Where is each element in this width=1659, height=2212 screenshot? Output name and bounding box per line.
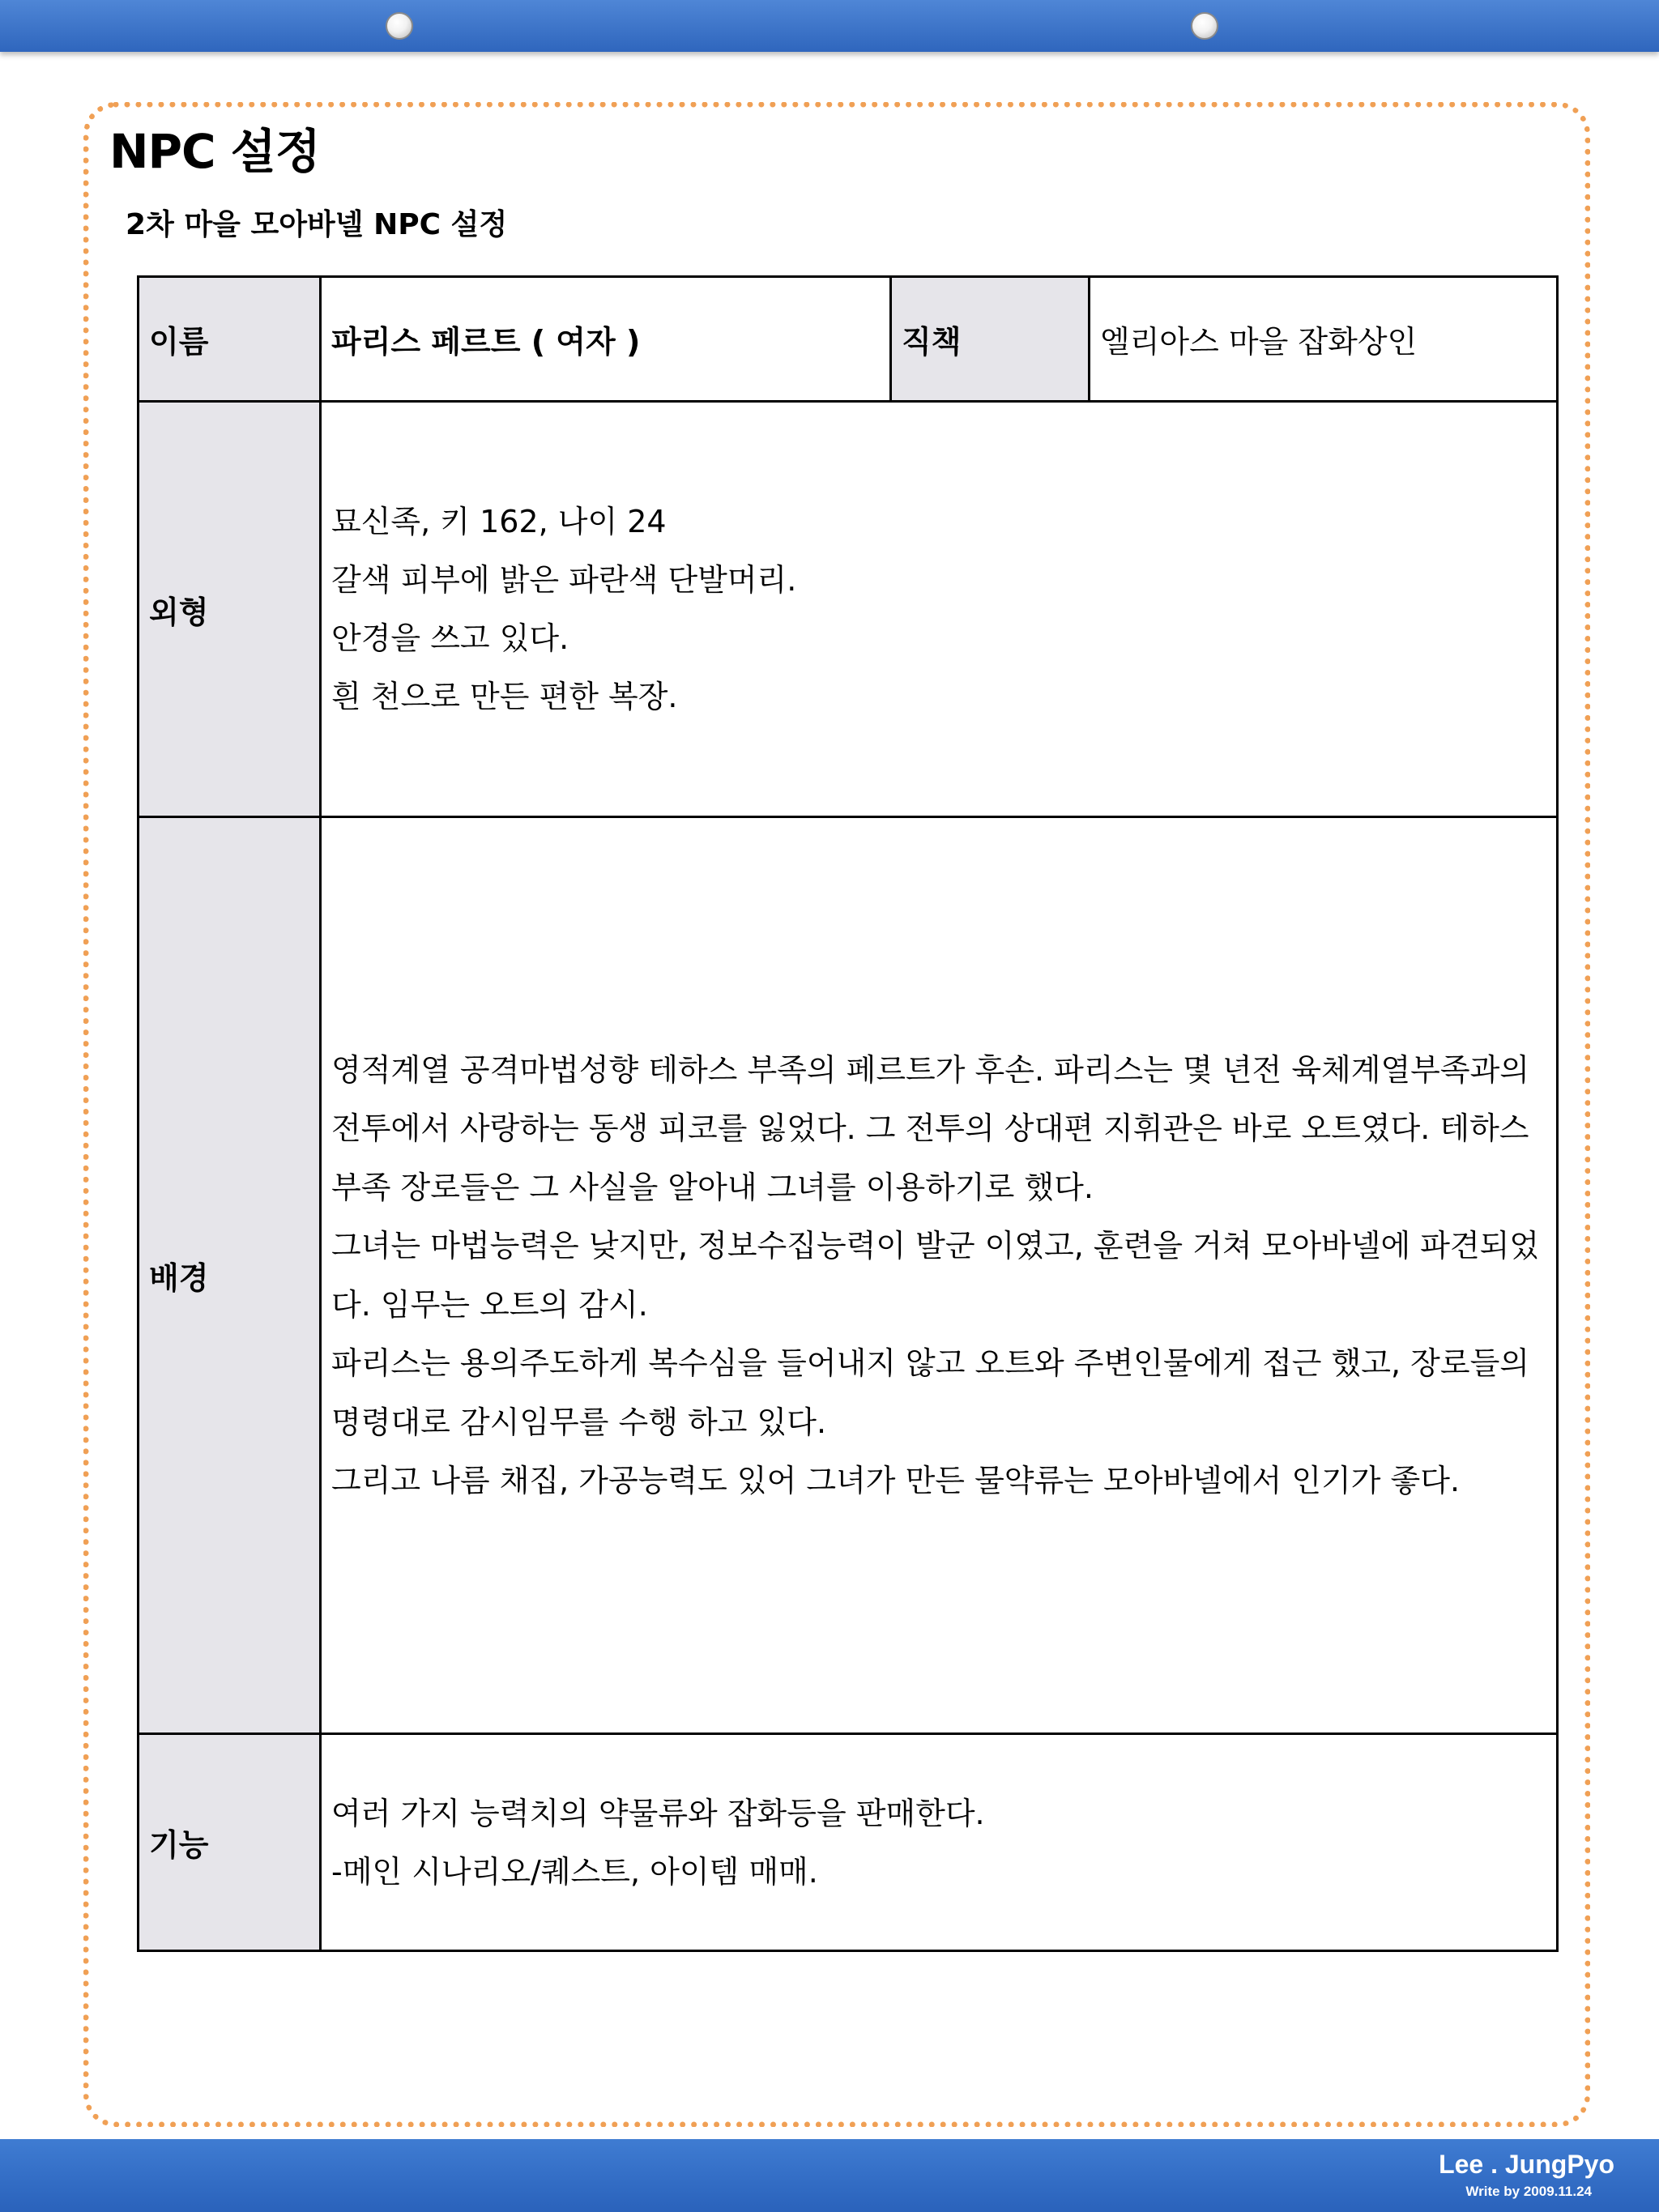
footer-bar [0, 2139, 1659, 2212]
appearance-line: 안경을 쓰고 있다. [331, 620, 569, 656]
appearance-line: 묘신족, 키 162, 나이 24 [331, 504, 667, 539]
top-header-bar [0, 0, 1659, 52]
role-label: 직책 [891, 277, 1090, 402]
table-row-appearance [139, 402, 1558, 817]
function-label: 기능 [139, 1734, 321, 1951]
appearance-line: 갈색 피부에 밝은 파란색 단발머리. [331, 562, 797, 598]
write-date: Write by 2009.11.24 [1465, 2184, 1592, 2199]
background-content [321, 817, 1558, 1734]
background-paragraph: 그녀는 마법능력은 낮지만, 정보수집능력이 발군 이였고, 훈련을 거쳐 모아바넬에 파견되었다. 임무는 오트의 감시. [331, 1228, 1540, 1323]
background-paragraph: 영적계열 공격마법성향 테하스 부족의 페르트가 후손. 파리스는 몇 년전 육체계열부족과의 전투에서 사랑하는 동생 피코를 잃었다. 그 전투의 상대편 지휘관은 바로 오트였다. 테하스 부족 장로들은 그 사실을 알아내 그녀를 이용하기로 했다. [331, 1051, 1529, 1205]
appearance-label: 외형 [139, 402, 321, 817]
function-line: 여러 가지 능력치의 약물류와 잡화등을 판매한다. [331, 1795, 985, 1831]
background-paragraph: 그리고 나름 채집, 가공능력도 있어 그녀가 만든 물약류는 모아바넬에서 인기가 좋다. [331, 1463, 1461, 1498]
page-title: NPC 설정 [109, 124, 320, 179]
function-content [321, 1734, 1558, 1951]
name-label: 이름 [139, 277, 321, 402]
page-subtitle: 2차 마을 모아바넬 NPC 설정 [126, 208, 508, 241]
npc-info-table [137, 275, 1559, 1952]
author-name: Lee . JungPyo [1439, 2150, 1614, 2179]
name-value: 파리스 페르트 ( 여자 ) [321, 277, 891, 402]
background-label: 배경 [139, 817, 321, 1734]
function-line: -메인 시나리오/퀘스트, 아이템 매매. [331, 1853, 818, 1890]
role-value: 엘리아스 마을 잡화상인 [1090, 277, 1558, 402]
appearance-line: 흰 천으로 만든 편한 복장. [331, 679, 678, 714]
table-row-name [139, 277, 1558, 402]
appearance-content [321, 402, 1558, 817]
table-row-function [139, 1734, 1558, 1951]
binder-hole-left [386, 12, 413, 40]
table-row-background [139, 817, 1558, 1734]
background-paragraph: 파리스는 용의주도하게 복수심을 들어내지 않고 오트와 주변인물에게 접근 했고, 장로들의 명령대로 감시임무를 수행 하고 있다. [331, 1345, 1529, 1440]
binder-hole-right [1191, 12, 1218, 40]
